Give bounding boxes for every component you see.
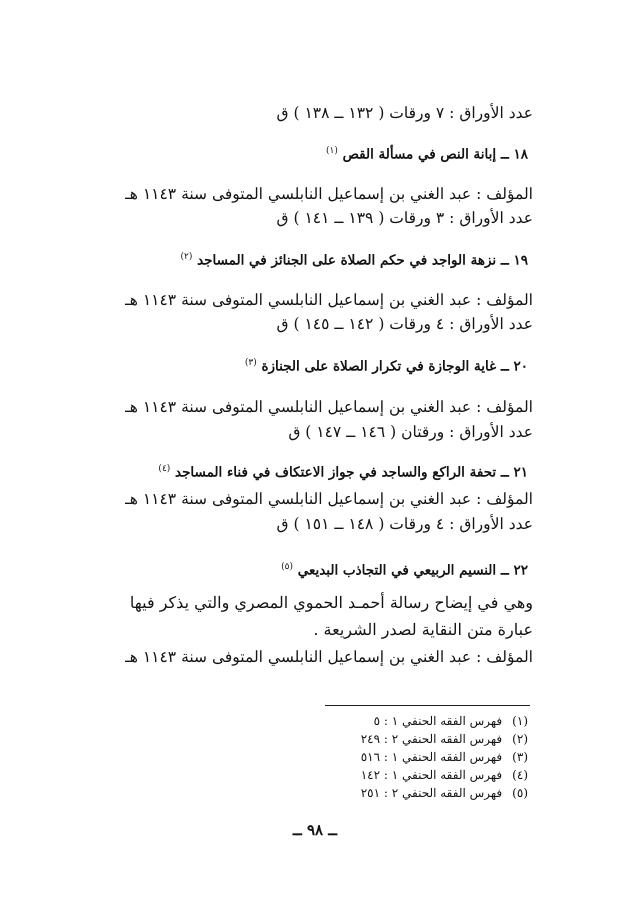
footnote-2	[361, 733, 528, 745]
pages-count-21: عدد الأوراق : ٤ ورقات ( ١٤٨ ــ ١٥١ ) ق	[276, 515, 533, 533]
footnote-number: (١)	[512, 714, 528, 728]
footnote-3	[361, 751, 528, 763]
entry-heading-20	[245, 359, 528, 374]
footnote-ref-4: (٤)	[158, 464, 171, 474]
footnote-text: فهرس الفقه الحنفي ١ : ٥	[373, 714, 503, 728]
footnote-ref-2: (٢)	[180, 252, 193, 262]
author-line-18: المؤلف : عبد الغني بن إسماعيل النابلسي المتوفى سنة ١١٤٣ هـ	[125, 185, 533, 203]
footnote-5	[361, 787, 528, 799]
footnote-text: فهرس الفقه الحنفي ١ : ١٤٢	[360, 768, 503, 782]
footnote-number: (٢)	[512, 732, 528, 746]
pages-count-17: عدد الأوراق : ٧ ورقات ( ١٣٢ ــ ١٣٨ ) ق	[276, 104, 533, 122]
footnote-separator	[325, 705, 530, 706]
footnote-1	[374, 715, 528, 727]
footnote-number: (٥)	[512, 786, 528, 800]
author-line-20: المؤلف : عبد الغني بن إسماعيل النابلسي المتوفى سنة ١١٤٣ هـ	[125, 398, 533, 416]
entry-title-18: ١٨ ــ إبانة النص في مسألة القص	[342, 146, 528, 163]
entry-heading-21	[158, 465, 528, 480]
footnote-4	[361, 769, 528, 781]
author-line-21: المؤلف : عبد الغني بن إسماعيل النابلسي المتوفى سنة ١١٤٣ هـ	[125, 490, 533, 508]
author-line-19: المؤلف : عبد الغني بن إسماعيل النابلسي المتوفى سنة ١١٤٣ هـ	[125, 291, 533, 309]
entry-description-line-2: عبارة متن النقاية لصدر الشريعة .	[313, 620, 533, 639]
footnote-ref-3: (٣)	[244, 358, 257, 368]
footnote-number: (٣)	[512, 750, 528, 764]
pages-count-19: عدد الأوراق : ٤ ورقات ( ١٤٢ ــ ١٤٥ ) ق	[276, 315, 533, 333]
footnote-text: فهرس الفقه الحنفي ٢ : ٢٥١	[360, 786, 503, 800]
pages-count-18: عدد الأوراق : ٣ ورقات ( ١٣٩ ــ ١٤١ ) ق	[276, 209, 533, 227]
entry-title-22: ٢٢ ــ النسيم الربيعي في التجاذب البديعي	[297, 562, 528, 579]
entry-title-19: ١٩ ــ نزهة الواجد في حكم الصلاة على الجنائز في المساجد	[197, 252, 528, 269]
footnote-text: فهرس الفقه الحنفي ١ : ٥١٦	[360, 750, 503, 764]
entry-heading-19	[181, 253, 529, 268]
author-line-22: المؤلف : عبد الغني بن إسماعيل النابلسي المتوفى سنة ١١٤٣ هـ	[125, 648, 533, 666]
footnote-text: فهرس الفقه الحنفي ٢ : ٢٤٩	[360, 732, 503, 746]
entry-description-line-1: وهي في إيضاح رسالة أحمـد الحموي المصري والتي يذكر فيها	[129, 593, 533, 612]
footnote-ref-5: (٥)	[281, 562, 293, 572]
entry-heading-18	[326, 147, 528, 162]
entry-heading-22	[281, 563, 528, 578]
entry-title-21: ٢١ ــ تحفة الراكع والساجد في جواز الاعتكاف في فناء المساجد	[175, 464, 528, 481]
page-number: ــ ٩٨ ــ	[292, 821, 338, 839]
footnote-ref-1: (١)	[326, 146, 338, 156]
footnote-number: (٤)	[512, 768, 528, 782]
pages-count-20: عدد الأوراق : ورقتان ( ١٤٦ ــ ١٤٧ ) ق	[288, 423, 533, 441]
entry-title-20: ٢٠ ــ غاية الوجازة في تكرار الصلاة على الجنازة	[261, 358, 528, 375]
